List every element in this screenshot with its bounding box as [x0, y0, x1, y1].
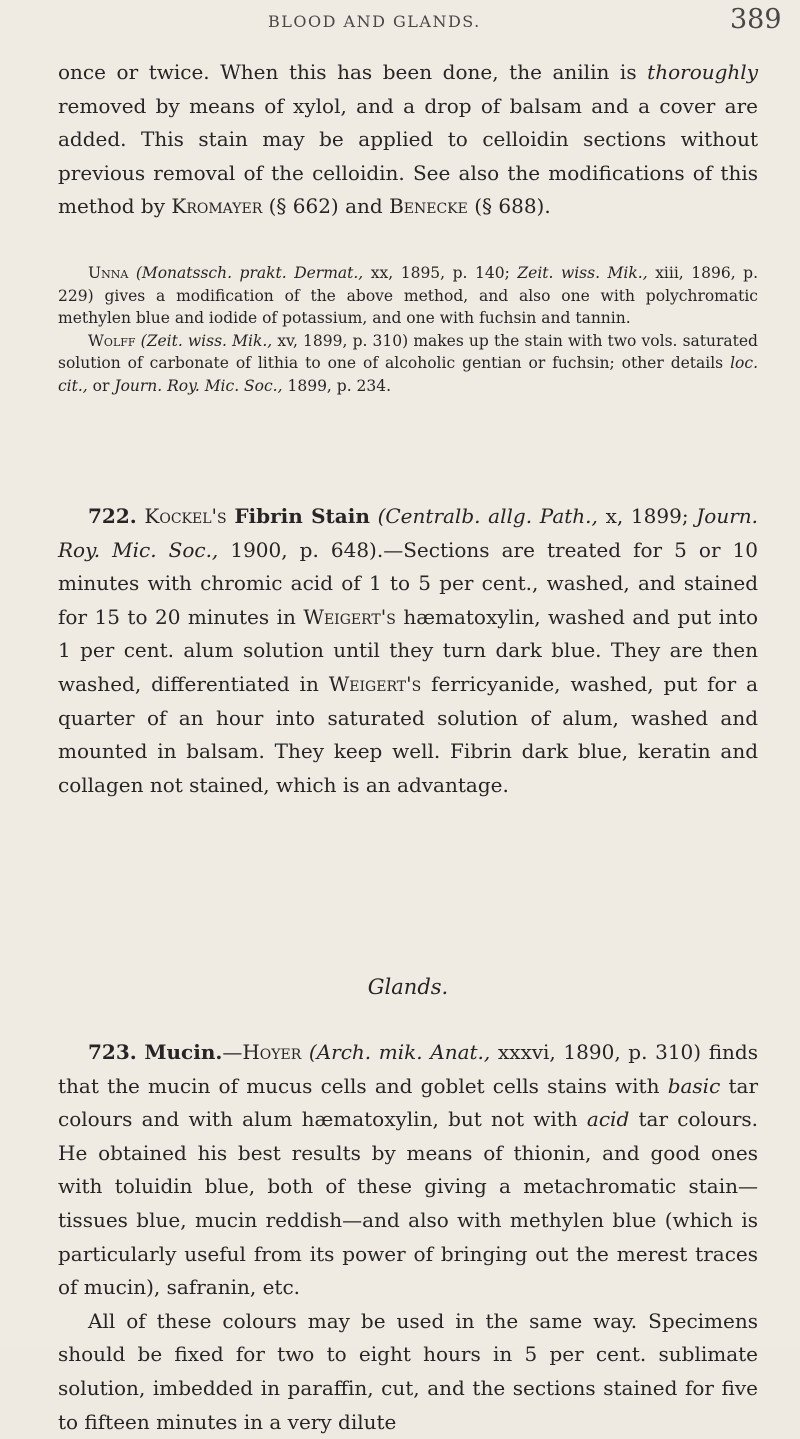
section-text: xxxvi, 1890, p. 310) finds that the mucin of mucus cells and goblet cells stains with: [58, 1040, 759, 1098]
note-wolff: [58, 330, 758, 398]
glands-heading: Glands.: [367, 975, 449, 999]
author-name: Unna: [88, 264, 129, 282]
citation: (Zeit. wiss. Mik.,: [140, 331, 273, 350]
author-name: Benecke: [389, 194, 468, 219]
section-text: ferricyanide, washed, put for a quarter of an hour into saturated solution of alum, washed and mounted in balsam. They keep well. Fibrin dark blue, keratin and collagen not stained, which is an advantage.: [58, 671, 758, 797]
page-number: 389: [730, 4, 782, 35]
section-723: [58, 1036, 758, 1439]
emphasis: basic: [667, 1073, 721, 1098]
author-name: Hoyer: [242, 1040, 302, 1064]
citation: loc. cit.,: [58, 354, 758, 395]
section-text: tar colours. He obtained his best results by means of thionin, and good ones with toluidin blue, both of these giving a metachromatic stain—tissues blue, mucin reddish—and also with methylen blue (which is particularly useful from its power of bringing out the merest traces of mucin), safranin, etc.: [58, 1107, 759, 1300]
note-unna: [58, 262, 758, 330]
author-name: Weigert's: [303, 604, 396, 629]
intro-text: (§ 662) and: [268, 194, 383, 219]
section-723-paragraph-2: All of these colours may be used in the same way. Specimens should be fixed for two to eight hours in 5 per cent. sublimate solution, imbedded in paraffin, cut, and the sections stained for five to fifteen minutes in a very dilute: [58, 1308, 758, 1434]
page-header: [0, 4, 800, 44]
section-title: Fibrin Stain: [234, 504, 370, 528]
note-text: or: [92, 376, 110, 395]
intro-text: (§ 688).: [474, 194, 551, 219]
citation: Zeit. wiss. Mik.,: [517, 264, 648, 282]
author-name: Weigert's: [328, 671, 422, 696]
section-title: Mucin.: [144, 1040, 223, 1064]
section-text: tar colours and with alum hæmatoxylin, but not with: [58, 1073, 759, 1132]
citation: (Centralb. allg. Path.,: [377, 504, 598, 528]
citation: (Arch. mik. Anat.,: [308, 1040, 491, 1064]
notes-block: [58, 262, 758, 397]
author-name: Kromayer: [171, 194, 263, 219]
section-number: 723.: [88, 1040, 137, 1064]
section-number: 722.: [88, 504, 137, 528]
section-text: —: [222, 1040, 243, 1064]
section-722: [58, 500, 758, 802]
intro-text: once or twice. When this has been done, the anilin is: [58, 60, 637, 84]
section-text: x, 1899;: [605, 504, 689, 528]
note-text: 1899, p. 234.: [287, 376, 392, 395]
intro-text: removed by means of xylol, and a drop of balsam and a cover are added. This stain may be applied to celloidin sections without previous removal of the celloidin. See also the modifications of this method by: [58, 93, 758, 219]
section-text: 1900, p. 648).—Sections are treated for 5 or 10 minutes with chromic acid of 1 to 5 per cent., washed, and stained for 15 to 20 minutes in: [58, 537, 759, 629]
running-head: BLOOD AND GLANDS.: [268, 12, 481, 31]
citation: Journ. Roy. Mic. Soc.,: [114, 376, 283, 395]
note-text: xv, 1899, p. 310) makes up the stain with two vols. saturated solution of carbonate of lithia to one of alcoholic gentian or fuchsin; other details: [58, 331, 758, 372]
emphasis: acid: [586, 1107, 630, 1132]
intro-emphasis: thoroughly: [647, 60, 758, 84]
citation: Journ. Roy. Mic. Soc.,: [58, 504, 759, 562]
intro-paragraph: [58, 56, 758, 224]
note-text: xx, 1895, p. 140;: [370, 264, 510, 282]
note-text: xiii, 1896, p. 229) gives a modification of the above method, and also one with polychromatic methylen blue and iodide of potassium, and one with fuchsin and tannin.: [58, 264, 759, 327]
citation: (Monatssch. prakt. Dermat.,: [135, 264, 364, 282]
author-name: Kockel's: [144, 504, 227, 528]
section-text: hæmatoxylin, washed and put into 1 per cent. alum solution until they turn dark blue. They are then washed, differentiated in: [58, 604, 759, 696]
author-name: Wolff: [88, 331, 136, 350]
